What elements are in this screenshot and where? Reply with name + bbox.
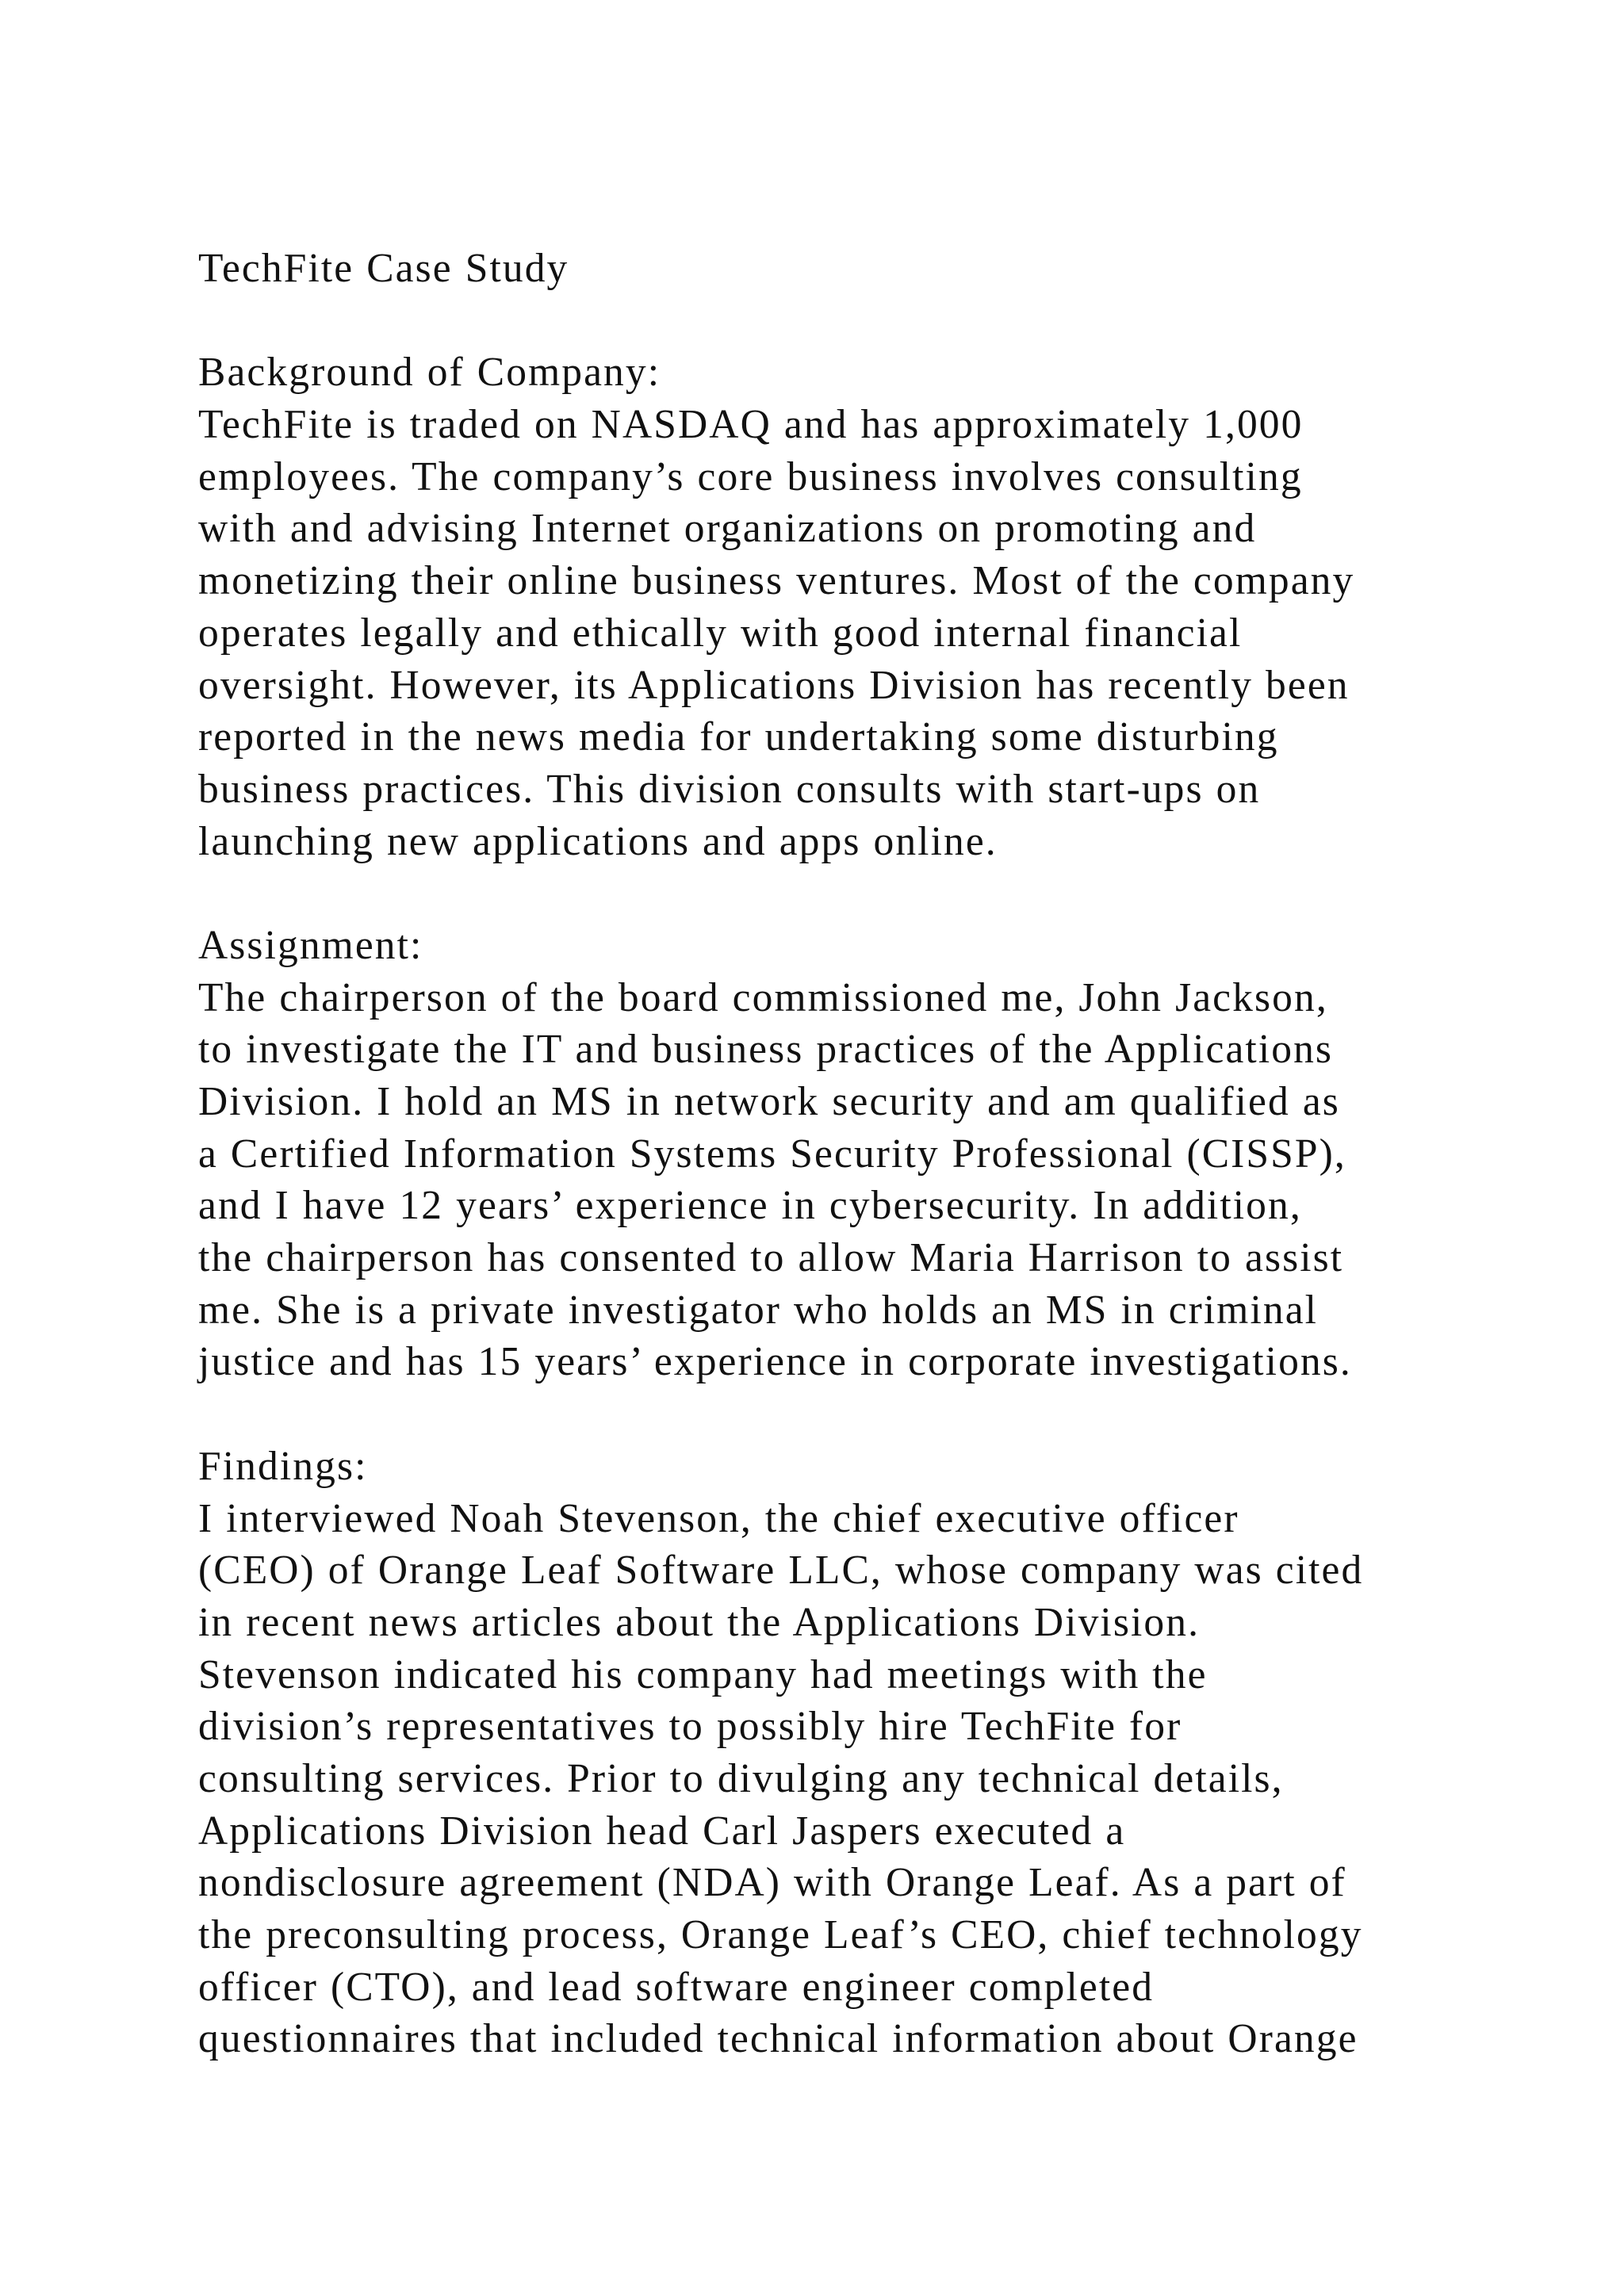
findings-line: in recent news articles about the Applications Division. [198,1599,1201,1645]
background-line: with and advising Internet organizations on promoting and [198,506,1257,552]
findings-line: division’s representatives to possibly hire TechFite for [198,1704,1182,1750]
assignment-line: and I have 12 years’ experience in cybersecurity. In addition, [198,1183,1302,1229]
paragraph-gap [198,867,1624,920]
assignment-line: a Certified Information Systems Security Professional (CISSP), [198,1131,1346,1177]
findings-line: nondisclosure agreement (NDA) with Orange Leaf. As a part of [198,1860,1346,1906]
assignment-line: The chairperson of the board commissioned me, John Jackson, [198,974,1328,1020]
background-line: reported in the news media for undertaking some disturbing [198,714,1279,760]
findings-line: consulting services. Prior to divulging any technical details, [198,1755,1284,1801]
paragraph-gap [198,295,1624,347]
findings-line: Stevenson indicated his company had meetings with the [198,1651,1208,1697]
assignment-line: Division. I hold an MS in network security and am qualified as [198,1079,1340,1124]
section-heading-findings: Findings: [198,1443,368,1489]
findings-line: questionnaires that included technical information about Orange [198,2016,1358,2062]
background-line: oversight. However, its Applications Division has recently been [198,662,1350,708]
background-line: employees. The company’s core business involves consulting [198,453,1303,499]
findings-line: (CEO) of Orange Leaf Software LLC, whose company was cited [198,1548,1364,1594]
section-heading-background: Background of Company: [198,350,661,396]
section-heading-assignment: Assignment: [198,922,423,968]
paragraph-gap [198,1388,1624,1441]
assignment-line: the chairperson has consented to allow Maria Harrison to assist [198,1235,1344,1281]
background-line: operates legally and ethically with good internal financial [198,610,1243,656]
assignment-line: me. She is a private investigator who holds an MS in criminal [198,1287,1319,1333]
findings-line: officer (CTO), and lead software engineer completed [198,1964,1155,2010]
document-title: TechFite Case Study [198,246,569,291]
background-line: business practices. This division consults with start-ups on [198,766,1261,812]
background-line: launching new applications and apps online. [198,818,998,864]
background-line: monetizing their online business ventures. Most of the company [198,558,1355,604]
findings-line: the preconsulting process, Orange Leaf’s CEO, chief technology [198,1912,1363,1957]
document-body [198,243,1624,2065]
findings-line: I interviewed Noah Stevenson, the chief executive officer [198,1495,1239,1541]
assignment-line: to investigate the IT and business practices of the Applications [198,1027,1334,1073]
findings-line: Applications Division head Carl Jaspers executed a [198,1808,1126,1854]
assignment-line: justice and has 15 years’ experience in corporate investigations. [198,1339,1352,1385]
background-line: TechFite is traded on NASDAQ and has approximately 1,000 [198,402,1304,448]
